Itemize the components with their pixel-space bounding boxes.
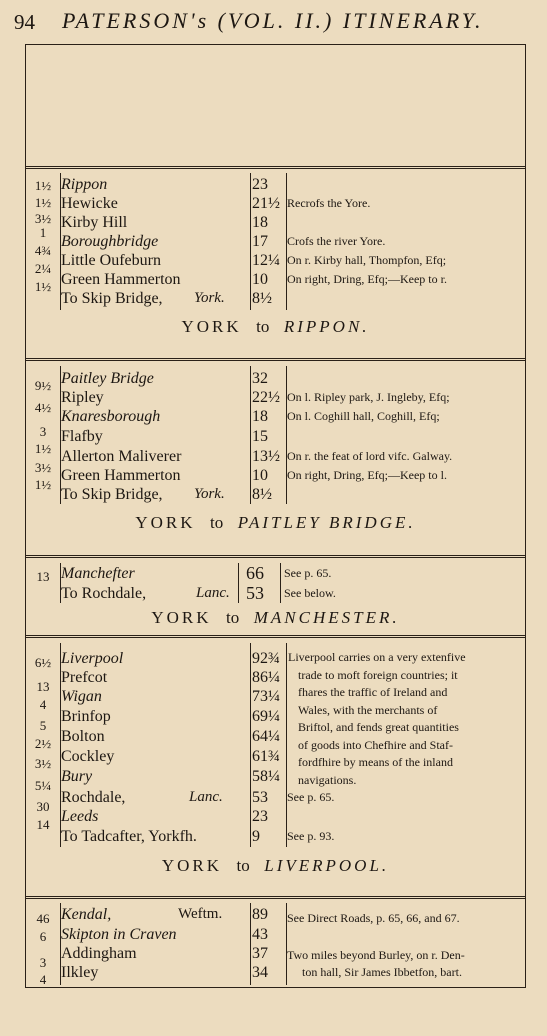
county-name: York.: [194, 486, 225, 502]
county-name: York.: [194, 290, 225, 306]
place-name: Paitley Bridge: [61, 370, 154, 387]
mile-value: 14: [36, 817, 50, 832]
mile-value: 1½: [34, 441, 52, 456]
distance: 18: [252, 214, 268, 231]
mile-value: 4¾: [34, 243, 52, 258]
mile-value: 3½: [34, 460, 52, 475]
mile-value: 13: [36, 569, 50, 584]
route-note: Recrofs the Yore.: [287, 196, 371, 210]
mile-value: 46: [36, 911, 50, 926]
place-name: Boroughbridge: [61, 233, 159, 250]
mile-value: 4½: [34, 400, 52, 415]
route-row: [26, 388, 525, 407]
mile-value: 13: [36, 679, 50, 694]
mile-value: 4: [39, 972, 47, 987]
route-note: ton hall, Sir James Ibbetfon, bart.: [302, 965, 462, 979]
county-name: Lanc.: [196, 585, 230, 601]
mile-value: 3: [39, 955, 47, 970]
route-row: [26, 584, 525, 603]
route-to: to: [210, 513, 224, 532]
place-name: Leeds: [61, 808, 99, 825]
place-name: Green Hammerton: [61, 271, 181, 288]
route-destination: LIVERPOOL.: [264, 856, 390, 875]
county-name: Lanc.: [189, 789, 223, 805]
place-name: Rochdale,: [61, 789, 126, 806]
route-note: See p. 93.: [287, 829, 335, 843]
distance: 53: [252, 789, 268, 806]
place-name: Ripley: [61, 389, 104, 406]
distance: 17: [252, 233, 268, 250]
distance: 61¾: [252, 748, 280, 765]
route-note: Crofs the river Yore.: [287, 234, 386, 248]
route-row: [26, 905, 525, 924]
place-name: Ilkley: [61, 964, 99, 981]
route-title: [26, 608, 525, 628]
distance: 64¼: [252, 728, 280, 745]
route-note: On l. Coghill hall, Coghill, Efq;: [287, 409, 440, 423]
route-note: See p. 65.: [284, 566, 332, 580]
section-divider: [26, 896, 525, 899]
place-name: Kendal,: [61, 906, 112, 923]
note-line: Briftol, and fends great quantities: [298, 720, 459, 734]
note-line: trade to moft foreign countries; it: [298, 667, 458, 682]
distance: 37: [252, 945, 268, 962]
route-row: [26, 270, 525, 289]
distance: 13½: [252, 448, 280, 465]
route-row: [26, 427, 525, 446]
distance: 23: [252, 808, 268, 825]
place-name: Kirby Hill: [61, 214, 128, 231]
distance: 15: [252, 428, 268, 445]
mile-value: 3½: [34, 756, 52, 771]
route-note: See p. 65.: [287, 790, 335, 804]
mile-value: 1½: [34, 477, 52, 492]
route-title: [26, 513, 525, 533]
route-destination: RIPPON.: [283, 317, 370, 336]
route-row: [26, 807, 525, 826]
distance: 23: [252, 176, 268, 193]
note-line: of goods into Chefhire and Staf-: [298, 737, 453, 752]
distance: 9: [252, 828, 260, 845]
note-line: Wales, with the merchants of: [298, 702, 438, 717]
mile-value: 6½: [34, 655, 52, 670]
distance: 53: [246, 583, 264, 603]
route-note: On l. Ripley park, J. Ingleby, Efq;: [287, 390, 450, 404]
place-name: Flafby: [61, 428, 103, 445]
route-row: [26, 485, 525, 504]
route-title: [26, 856, 525, 876]
section-divider: [26, 555, 525, 558]
mile-value: 5: [39, 718, 47, 733]
place-name: Hewicke: [61, 195, 118, 212]
place-name: Allerton Maliverer: [61, 448, 182, 465]
distance: 21½: [252, 195, 280, 212]
route-row: [26, 289, 525, 308]
distance: 18: [252, 408, 268, 425]
place-name: Wigan: [61, 688, 102, 705]
distance: 10: [252, 271, 268, 288]
distance: 8½: [252, 290, 272, 307]
route-note: See below.: [284, 586, 336, 600]
route-origin: YORK: [151, 608, 212, 627]
page-number: 94: [14, 10, 35, 34]
route-to: to: [226, 608, 240, 627]
route-origin: YORK: [135, 513, 196, 532]
place-name: Bury: [61, 768, 93, 785]
distance: 66: [246, 563, 264, 583]
distance: 89: [252, 906, 268, 923]
itinerary-table: [25, 44, 526, 988]
distance: 32: [252, 370, 268, 387]
page-header: [14, 6, 534, 36]
mile-value: 1½: [34, 195, 52, 210]
route-row: [26, 251, 525, 270]
route-note: On r. the feat of lord vifc. Galway.: [287, 449, 453, 463]
route-note: On r. Kirby hall, Thompfon, Efq;: [287, 253, 447, 267]
place-name: Cockley: [61, 748, 115, 765]
distance: 86¼: [252, 669, 280, 686]
mile-value: 3: [39, 424, 47, 439]
page-title: PATERSON's (VOL. II.) ITINERARY.: [62, 8, 484, 33]
note-line: fhares the traffic of Ireland and: [298, 685, 448, 699]
section-divider: [26, 358, 525, 361]
place-name: Liverpool: [61, 650, 124, 667]
route-row: [26, 175, 525, 194]
route-row: [26, 194, 525, 213]
mile-value: 2½: [34, 736, 52, 751]
distance: 43: [252, 926, 268, 943]
place-name: To Tadcafter, Yorkfh.: [61, 828, 197, 845]
distance: 22½: [252, 389, 280, 406]
route-destination: PAITLEY BRIDGE.: [237, 513, 416, 532]
distance: 69¼: [252, 708, 280, 725]
mile-value: 1½: [34, 178, 52, 193]
county-name: Weftm.: [178, 906, 223, 922]
route-row: [26, 232, 525, 251]
place-name: To Skip Bridge,: [61, 486, 163, 503]
route-destination: MANCHESTER.: [253, 608, 400, 627]
mile-value: 2¼: [34, 261, 52, 276]
route-row: [26, 944, 525, 963]
distance: 8½: [252, 486, 272, 503]
distance: 10: [252, 467, 268, 484]
note-line: Liverpool carries on a very extenfive: [288, 650, 466, 664]
route-note: On right, Dring, Efq;—Keep to r.: [287, 272, 447, 286]
place-name: To Skip Bridge,: [61, 290, 163, 307]
liverpool-note: [288, 649, 524, 789]
distance: 58¼: [252, 768, 280, 785]
mile-value: 30: [36, 799, 50, 814]
route-origin: YORK: [161, 856, 222, 875]
route-row: [26, 213, 525, 232]
place-name: Little Oufeburn: [61, 252, 161, 269]
place-name: Prefcot: [61, 669, 108, 686]
distance: 34: [252, 964, 268, 981]
route-row: [26, 369, 525, 388]
place-name: Green Hammerton: [61, 467, 181, 484]
route-title: [26, 317, 525, 337]
mile-value: 1: [39, 225, 47, 240]
route-note: Two miles beyond Burley, on r. Den-: [287, 948, 465, 962]
note-line: fordfhire by means of the inland: [298, 755, 453, 769]
place-name: Skipton in Craven: [61, 926, 177, 943]
mile-value: 5¼: [34, 778, 52, 793]
route-origin: YORK: [181, 317, 242, 336]
route-to: to: [256, 317, 270, 336]
route-row: [26, 466, 525, 485]
route-row: [26, 827, 525, 846]
route-row: [26, 925, 525, 944]
place-name: Addingham: [61, 945, 137, 962]
section-divider: [26, 166, 525, 169]
route-note: See Direct Roads, p. 65, 66, and 67.: [287, 911, 460, 925]
mile-value: 3½: [34, 211, 52, 226]
distance: 12¼: [252, 252, 280, 269]
route-row: [26, 407, 525, 426]
place-name: Knaresborough: [61, 408, 161, 425]
mile-value: 4: [39, 697, 47, 712]
mile-value: 6: [39, 929, 47, 944]
mile-value: 1½: [34, 279, 52, 294]
place-name: Manchefter: [61, 565, 135, 582]
distance: 73¼: [252, 688, 280, 705]
route-row: [26, 963, 525, 982]
distance: 92¾: [252, 650, 280, 667]
route-to: to: [236, 856, 250, 875]
place-name: Rippon: [61, 176, 108, 193]
note-line: navigations.: [298, 772, 357, 787]
place-name: Brinfop: [61, 708, 111, 725]
route-note: On right, Dring, Efq;—Keep to l.: [287, 468, 447, 482]
place-name: To Rochdale,: [61, 585, 147, 602]
mile-value: 9½: [34, 378, 52, 393]
route-row: [26, 447, 525, 466]
route-row: [26, 788, 525, 807]
section-divider: [26, 635, 525, 638]
place-name: Bolton: [61, 728, 105, 745]
route-row: [26, 564, 525, 583]
